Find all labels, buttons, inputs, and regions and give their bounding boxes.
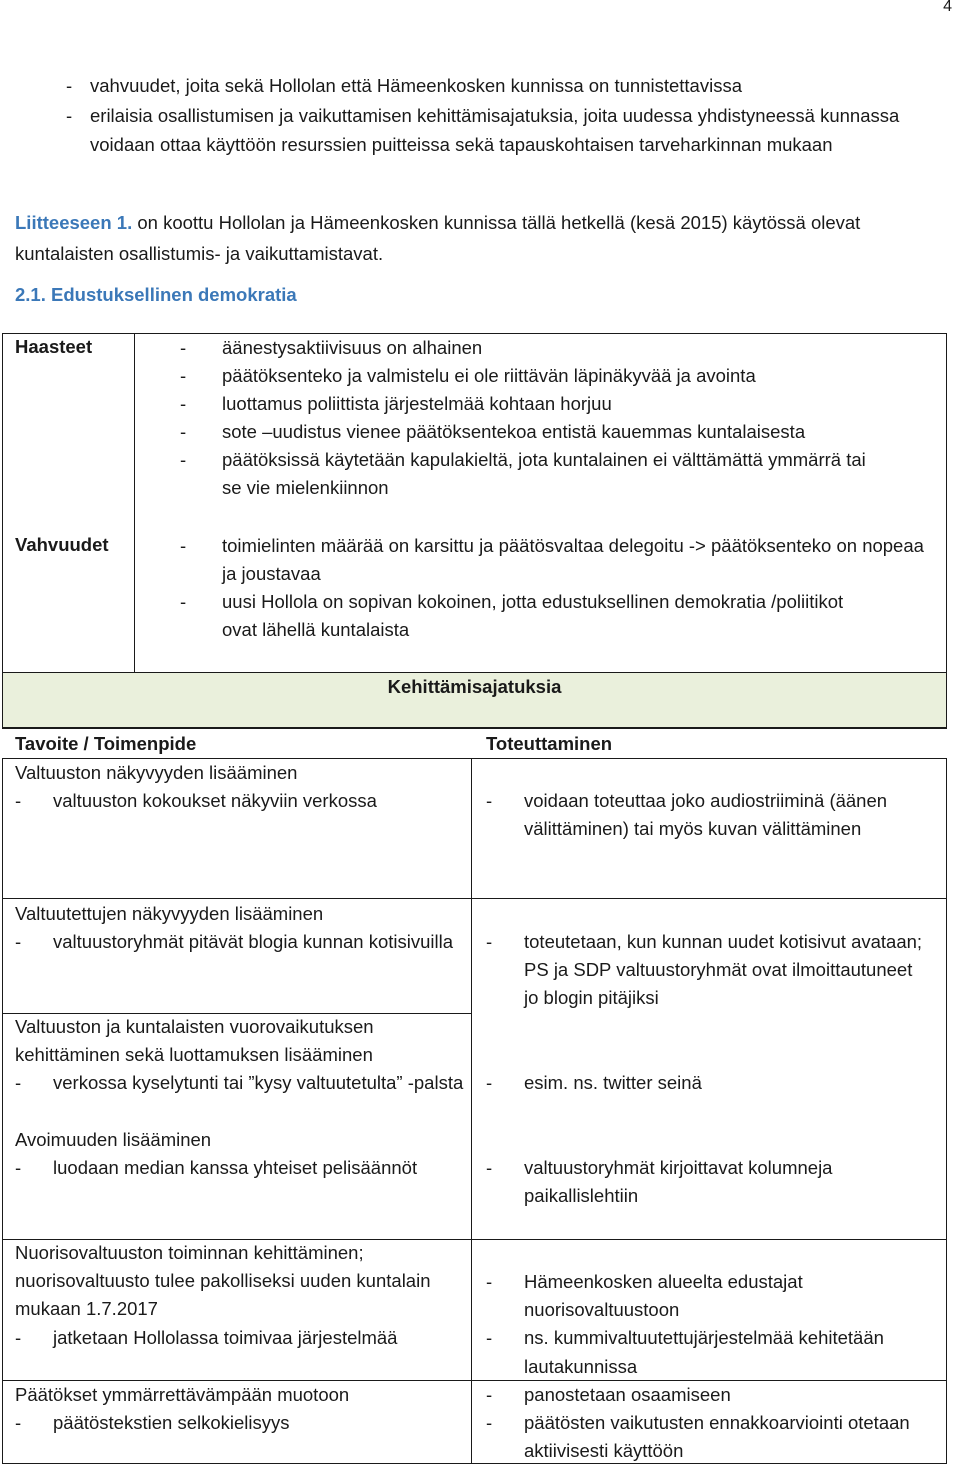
- table-column-divider: [471, 758, 472, 1464]
- impl-item: esim. ns. twitter seinä: [524, 1072, 702, 1093]
- goal-item: valtuuston kokoukset näkyviin verkossa: [53, 790, 377, 812]
- challenge-item: [180, 362, 940, 390]
- strength-text: uusi Hollola on sopivan kokoinen, jotta edustuksellinen demokratia /poliitikot ovat lähellä kuntalaista: [222, 591, 844, 641]
- challenge-text: sote –uudistus vienee päätöksentekoa entistä kauemmas kuntalaisesta: [222, 421, 806, 442]
- strength-text: toimielinten määrää on karsittu ja päätösvaltaa delegoitu -> päätöksenteko on nopeaa ja joustavaa: [222, 535, 924, 585]
- bullet-dash: -: [486, 790, 493, 811]
- bullet-dash: -: [486, 1072, 493, 1093]
- bullet-dash: -: [486, 1327, 493, 1349]
- impl-item: panostetaan osaamiseen: [524, 1384, 731, 1405]
- impl-item: valtuustoryhmät kirjoittavat kolumneja paikallislehtiin: [524, 1157, 833, 1207]
- challenge-item: [180, 334, 940, 362]
- strengths-label: Vahvuudet: [15, 534, 109, 555]
- goal-item: jatketaan Hollolassa toimivaa järjestelmää: [53, 1326, 398, 1348]
- impl-item: toteutetaan, kun kunnan uudet kotisivut avataan; PS ja SDP valtuustoryhmät ovat ilmoittautuneet jo blogin pitäjiksi: [524, 931, 923, 1009]
- bullet-dash: -: [15, 1412, 22, 1434]
- intro-bullet-text: vahvuudet, joita sekä Hollolan että Hämeenkosken kunnissa on tunnistettavissa: [90, 75, 742, 96]
- section-heading: 2.1. Edustuksellinen demokratia: [15, 284, 297, 305]
- table-row: [15, 1239, 465, 1352]
- bullet-dash: -: [15, 790, 22, 812]
- impl-item: ns. kummivaltuutettujärjestelmää kehitetään lautakunnissa: [524, 1327, 884, 1377]
- goal-item: valtuustoryhmät pitävät blogia kunnan kotisivuilla: [53, 931, 454, 953]
- goal-title: Valtuutettujen näkyvyyden lisääminen: [15, 903, 324, 924]
- impl-cell: [486, 1381, 926, 1466]
- table-row: [15, 1381, 465, 1437]
- appendix-link[interactable]: Liitteeseen 1.: [15, 212, 133, 233]
- dev-heading-band: [2, 672, 947, 728]
- box-divider: [134, 333, 135, 672]
- goal-title: Päätökset ymmärrettävämpään muotoon: [15, 1384, 350, 1405]
- bullet-dash: -: [180, 421, 187, 442]
- bullet-dash: -: [15, 1072, 22, 1094]
- goal-item: päätöstekstien selkokielisyys: [53, 1412, 290, 1434]
- bullet-dash: -: [66, 75, 73, 96]
- goal-title: Nuorisovaltuuston toiminnan kehittäminen; nuorisovaltuusto tulee pakolliseksi uuden kuntalain mukaan 1.7.2017: [15, 1242, 431, 1320]
- appendix-paragraph: [15, 207, 945, 269]
- bullet-dash: -: [486, 1384, 493, 1405]
- bullet-dash: -: [180, 337, 187, 358]
- challenge-text: luottamus poliittista järjestelmää kohtaan horjuu: [222, 393, 612, 414]
- challenges-label: Haasteet: [15, 336, 93, 357]
- impl-item: päätösten vaikutusten ennakkoarviointi otetaan aktiivisesti käyttöön: [524, 1412, 910, 1462]
- bullet-dash: -: [15, 1157, 22, 1179]
- bullet-dash: -: [486, 1271, 493, 1292]
- table-row: [15, 1013, 465, 1098]
- bullet-dash: -: [15, 1326, 22, 1348]
- challenge-text: äänestysaktiivisuus on alhainen: [222, 337, 483, 358]
- challenge-item: [180, 390, 940, 418]
- impl-cell: [486, 1268, 926, 1381]
- impl-cell: [486, 1154, 926, 1210]
- bullet-dash: -: [486, 931, 493, 952]
- strength-item: [180, 532, 940, 588]
- goal-title: Valtuuston ja kuntalaisten vuorovaikutuksen kehittäminen sekä luottamuksen lisääminen: [15, 1016, 374, 1066]
- impl-item: Hämeenkosken alueelta edustajat nuorisovaltuustoon: [524, 1271, 803, 1321]
- strength-item: [180, 588, 880, 644]
- table-row: [15, 759, 465, 815]
- impl-cell: [486, 928, 926, 1013]
- page-number: 4: [943, 0, 952, 15]
- challenge-item: [180, 446, 880, 502]
- bullet-dash: -: [180, 365, 187, 386]
- goal-title: Avoimuuden lisääminen: [15, 1129, 212, 1150]
- impl-item: voidaan toteuttaa joko audiostriiminä (äänen välittäminen) tai myös kuvan välittäminen: [524, 790, 888, 840]
- goal-item: verkossa kyselytunti tai ”kysy valtuutetulta” -palsta: [53, 1072, 464, 1094]
- bullet-dash: -: [180, 535, 187, 556]
- challenge-item: [180, 418, 940, 446]
- challenge-text: päätöksenteko ja valmistelu ei ole riittävän läpinäkyvää ja avointa: [222, 365, 756, 386]
- bullet-dash: -: [66, 105, 73, 126]
- bullet-dash: -: [486, 1412, 493, 1434]
- goal-item: luodaan median kanssa yhteiset pelisäännöt: [53, 1157, 418, 1179]
- table-rule: [2, 898, 947, 899]
- impl-cell: [486, 1069, 926, 1097]
- goal-title: Valtuuston näkyvyyden lisääminen: [15, 762, 298, 783]
- bullet-dash: -: [180, 449, 187, 470]
- col-impl-header: Toteuttaminen: [486, 733, 613, 754]
- bullet-dash: -: [15, 931, 22, 953]
- intro-bullet: [56, 71, 956, 100]
- table-row: [15, 900, 465, 956]
- intro-bullet-text: erilaisia osallistumisen ja vaikuttamisen kehittämisajatuksia, joita uudessa yhdistyneessä kunnassa voidaan ottaa käyttöön resurssien puitteissa sekä tapauskohtaisen tarveharkinnan mukaan: [90, 105, 900, 155]
- table-row: [15, 1126, 465, 1182]
- challenge-text: päätöksissä käytetään kapulakieltä, jota kuntalainen ei välttämättä ymmärrä tai se vie mielenkiinnon: [222, 449, 866, 499]
- impl-cell: [486, 787, 926, 843]
- bullet-dash: -: [486, 1157, 493, 1178]
- intro-bullet: [56, 101, 956, 159]
- dev-heading: Kehittämisajatuksia: [387, 676, 562, 697]
- table-rule: [2, 728, 947, 729]
- col-goal-header: Tavoite / Toimenpide: [15, 733, 197, 754]
- bullet-dash: -: [180, 393, 187, 414]
- bullet-dash: -: [180, 591, 187, 612]
- appendix-text: on koottu Hollolan ja Hämeenkosken kunnissa tällä hetkellä (kesä 2015) käytössä olevat kuntalaisten osallistumis- ja vaikuttamistavat.: [15, 212, 861, 264]
